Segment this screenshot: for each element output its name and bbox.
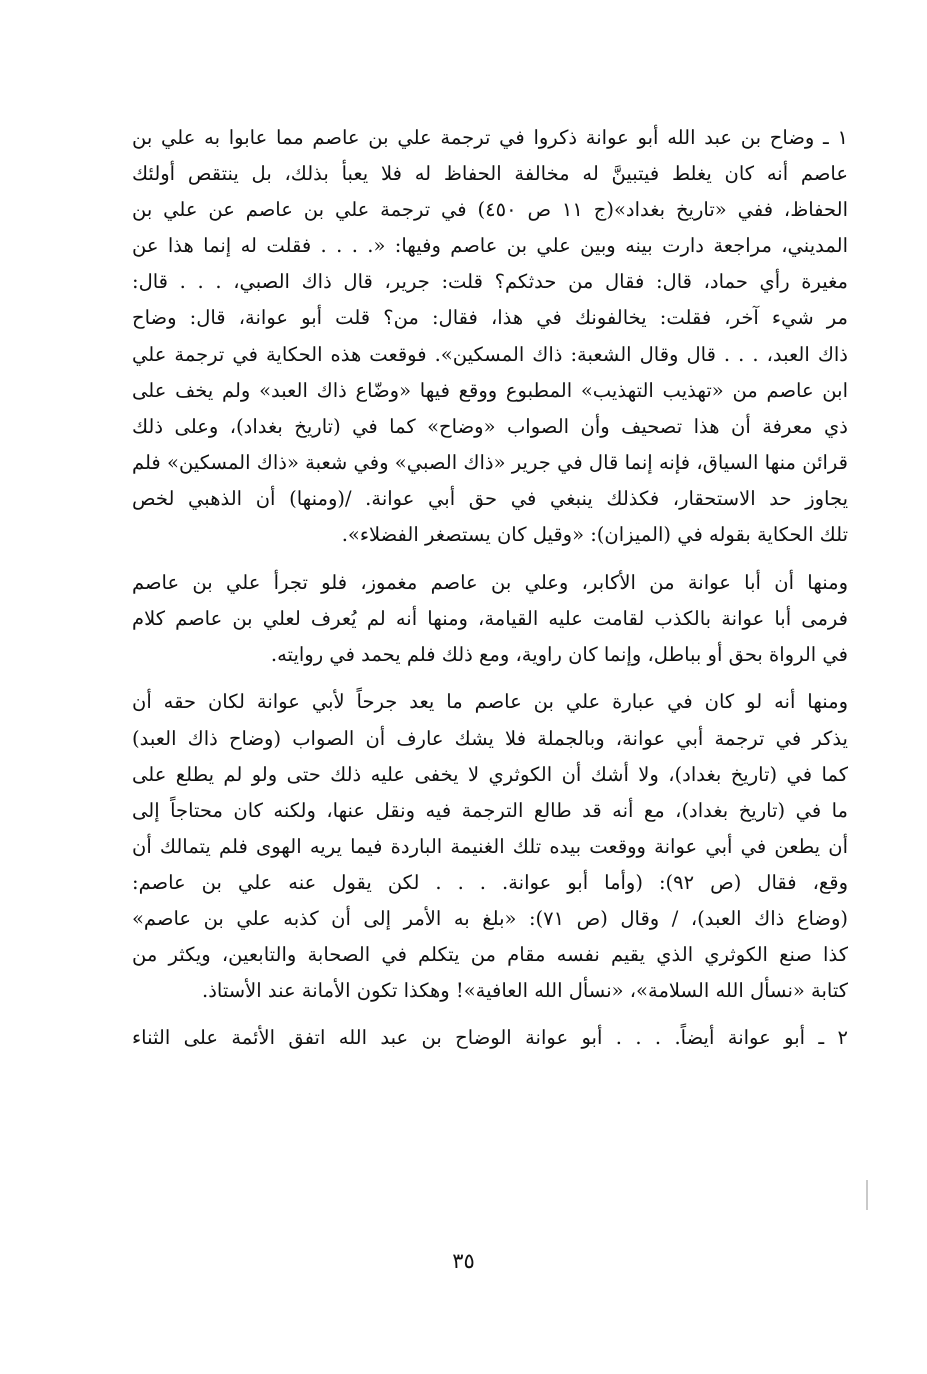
text-line: قرائن منها السياق، فإنه إنما قال في جرير «ذاك الصبي» وفي شعبة «ذاك المسكين» فلم	[132, 450, 848, 474]
text-line: يجاوز حد الاستحقار، فكذلك ينبغي في حق أبي عوانة. /(ومنها) أن الذهبي لخص	[132, 486, 848, 510]
text-line: عاصم أنه كان يغلط فيتبينَّ له مخالفة الحفاظ له فلا يعبأ بذلك، بل ينتقص أولئك	[132, 162, 848, 186]
text-line: كتابة «نسأل الله السلامة»، «نسأل الله العافية»! وهكذا تكون الأمانة عند الأستاذ.	[202, 979, 848, 1003]
text-line: الحفاظ، ففي «تاريخ بغداد»(ج ١١ ص ٤٥٠) في ترجمة علي بن عاصم عن علي بن	[132, 198, 848, 222]
text-line: (وضاع ذاك العبد)، / وقال (ص ٧١): «بلغ به الأمر إلى أن كذبه علي بن عاصم»	[132, 906, 848, 930]
text-line: ابن عاصم من «تهذيب التهذيب» المطبوع ووقع فيها «وضّاع ذاك العبد» ولم يخف على	[132, 378, 848, 402]
text-line: ما في (تاريخ بغداد)، مع أنه قد طالع الترجمة فيه ونقل عنها، ولكنه كان محتاجاً إلى	[132, 798, 848, 822]
text-line: مر شيء آخر، فقلت: يخالفونك في هذا، فقال: من؟ قلت أبو عوانة، قال: وضاح	[132, 306, 848, 330]
text-line: كذا صنع الكوثري الذي يقيم نفسه مقام من يتكلم في الصحابة والتابعين، ويكثر من	[132, 943, 848, 967]
paragraph-3	[132, 684, 848, 1009]
text-line: أن يطعن في أبي عوانة ووقعت بيده تلك الغنيمة الباردة فيما يريه الهوى فلم يتمالك أن	[132, 834, 848, 858]
text-line: ومنها أن أبا عوانة من الأكابر، وعلي بن عاصم مغموز، فلو تجرأ علي بن عاصم	[132, 571, 848, 595]
text-line: كما في (تاريخ بغداد)، ولا أشك أن الكوثري لا يخفى عليه ذلك حتى ولو لم يطلع على	[132, 762, 848, 786]
text-line: المديني، مراجعة دارت بينه وبين علي بن عاصم وفيها: «. . . . فقلت له إنما هذا عن	[132, 234, 848, 258]
text-line: تلك الحكاية بقوله في (الميزان): «وقيل كان يستصغر الفضلاء».	[341, 523, 848, 547]
paragraph-2	[132, 565, 848, 673]
paragraph-1	[132, 120, 848, 553]
text-line: ٢ ـ أبو عوانة أيضاً. . . . أبو عوانة الوضاح بن عبد الله اتفق الأئمة على الثناء	[132, 1026, 848, 1050]
page-number: ٣٥	[452, 1249, 475, 1273]
text-line: مغيرة رأي حماد، قال: فقال من حدثكم؟ قلت: جرير، قال ذاك الصبي، . . . قال:	[132, 270, 848, 294]
text-line: ١ ـ وضاح بن عبد الله أبو عوانة ذكروا في ترجمة علي بن عاصم مما عابوا به علي بن	[132, 126, 848, 149]
text-line: ذاك العبد، . . . قال وقال الشعبة: ذاك المسكين». فوقعت هذه الحكاية في ترجمة علي	[132, 342, 848, 366]
text-line: في الرواة بحق أو بباطل، وإنما كان راوية، ومع ذلك فلم يحمد في روايته.	[270, 643, 848, 667]
document-page	[132, 120, 848, 1056]
paragraph-4	[132, 1020, 848, 1056]
text-line: ذي معرفة أن هذا تصحيف وأن الصواب «وضاح» كما في (تاريخ بغداد)، وعلى ذلك	[132, 414, 848, 438]
text-line: وقع، فقال (ص ٩٢): (وأما أبو عوانة. . . . لكن يقول عنه علي بن عاصم:	[132, 870, 848, 894]
text-line: يذكر في ترجمة أبي عوانة، وبالجملة فلا يشك عارف أن الصواب (وضاح ذاك العبد)	[132, 726, 848, 750]
margin-mark	[866, 1180, 868, 1210]
text-line: فرمى أبا عوانة بالكذب لقامت عليه القيامة، ومنها أنه لم يُعرف لعلي بن عاصم كلام	[132, 607, 848, 631]
text-line: ومنها أنه لو كان في عبارة علي بن عاصم ما يعد جرحاً لأبي عوانة لكان حقه أن	[132, 690, 848, 714]
